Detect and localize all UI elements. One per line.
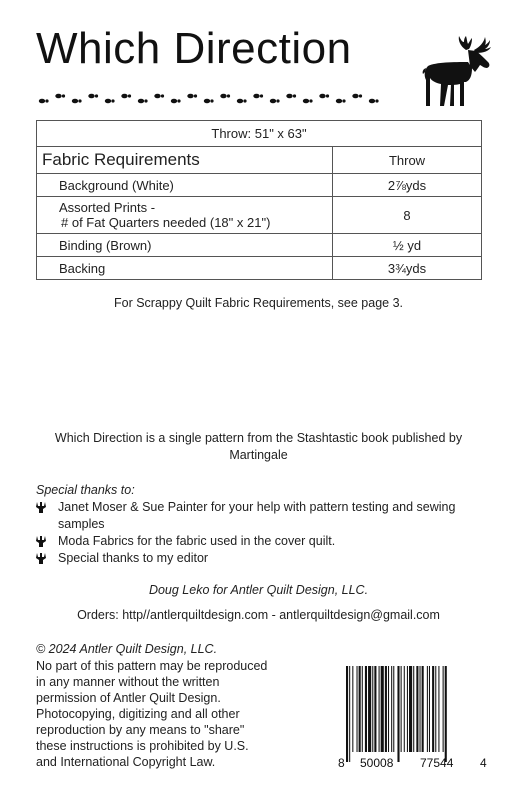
footprint-mark — [210, 99, 213, 102]
about-text: Which Direction is a single pattern from the Stashtastic book published by Martingale — [54, 431, 463, 462]
barcode-bar — [393, 666, 394, 752]
thanks-item: Moda Fabrics for the fabric used in the cover quilt. — [58, 534, 336, 548]
footprint-mark — [62, 94, 65, 97]
barcode-digits-right: 77544 — [420, 756, 454, 770]
thanks-title: Special thanks to: — [36, 483, 135, 497]
footprint-mark — [293, 94, 296, 97]
footprint-mark — [95, 94, 98, 97]
footprint-mark — [375, 99, 378, 102]
footprint-mark — [309, 99, 312, 102]
footprint-mark — [336, 99, 342, 104]
barcode-bar — [381, 666, 384, 752]
table-row — [37, 234, 482, 257]
column-header-throw: Throw — [333, 147, 482, 174]
footprint-mark — [55, 94, 61, 99]
barcode-bar — [435, 666, 436, 752]
barcode-bar — [374, 666, 376, 752]
footprint-mark — [243, 99, 246, 102]
row-item-line2: # of Fat Quarters needed (18" x 21") — [61, 215, 271, 230]
footprint-mark — [352, 94, 358, 99]
row-item: Binding (Brown) — [37, 234, 333, 257]
footprint-mark — [220, 94, 226, 99]
barcode — [338, 666, 488, 776]
barcode-bar — [445, 666, 447, 762]
barcode-bar — [357, 666, 358, 752]
barcode-bar — [388, 666, 389, 752]
row-item — [37, 197, 333, 234]
barcode-bar — [443, 666, 444, 752]
footprint-mark — [88, 94, 94, 99]
barcode-digits — [338, 756, 488, 772]
barcode-digit-first: 8 — [338, 756, 345, 770]
upc-barcode-icon — [338, 666, 488, 762]
row-item: Background (White) — [37, 174, 333, 197]
footprint-mark — [227, 94, 230, 97]
row-qty: 2⅞yds — [333, 174, 482, 197]
footprint-mark — [194, 94, 197, 97]
footprint-mark — [342, 99, 345, 102]
barcode-bar — [397, 666, 399, 762]
barcode-bar — [346, 666, 348, 762]
barcode-bar — [401, 666, 402, 752]
footprint-mark — [276, 99, 279, 102]
list-item — [36, 533, 476, 550]
barcode-bar — [429, 666, 430, 752]
barcode-bar — [432, 666, 434, 752]
fabric-requirements-table — [36, 120, 482, 280]
row-qty: 8 — [333, 197, 482, 234]
barcode-bar — [349, 666, 350, 762]
barcode-bar — [413, 666, 414, 752]
footprint-mark — [121, 94, 127, 99]
footprint-mark — [326, 94, 329, 97]
table-title: Fabric Requirements — [37, 147, 333, 174]
footprint-mark — [144, 99, 147, 102]
barcode-bar — [420, 666, 421, 752]
footprint-mark — [171, 99, 177, 104]
footprint-mark — [270, 99, 276, 104]
thanks-item: Janet Moser & Sue Painter for your help with pattern testing and sewing samples — [58, 500, 456, 531]
footprint-mark — [177, 99, 180, 102]
footprint-mark — [105, 99, 111, 104]
table-row — [37, 174, 482, 197]
thanks-list — [36, 499, 476, 567]
barcode-bar — [385, 666, 387, 752]
table-row — [37, 257, 482, 280]
list-item — [36, 499, 476, 533]
barcode-bar — [404, 666, 405, 752]
barcode-bar — [416, 666, 418, 752]
barcode-bar — [422, 666, 424, 752]
footprint-mark — [237, 99, 243, 104]
footprint-mark — [72, 99, 78, 104]
barcode-bar — [372, 666, 373, 752]
footprint-tracks-icon — [38, 92, 388, 106]
antler-bullet-icon — [36, 553, 46, 564]
list-item — [36, 550, 476, 567]
antler-bullet-icon — [36, 502, 46, 513]
barcode-bar — [427, 666, 428, 752]
row-item-line1: Assorted Prints - — [59, 200, 156, 215]
row-qty: 3¾yds — [333, 257, 482, 280]
footprint-mark — [128, 94, 131, 97]
barcode-digits-left: 50008 — [360, 756, 394, 770]
footprint-mark — [359, 94, 362, 97]
footprint-mark — [78, 99, 81, 102]
barcode-digit-last: 4 — [480, 756, 487, 770]
footprint-mark — [204, 99, 210, 104]
copyright: © 2024 Antler Quilt Design, LLC. — [36, 642, 218, 656]
barcode-bar — [352, 666, 353, 752]
footprint-mark — [319, 94, 325, 99]
footprint-mark — [39, 99, 45, 104]
footprint-mark — [286, 94, 292, 99]
legal-notice: No part of this pattern may be reproduced in any manner without the written permission of Antler Quilt Design. Photocopying, digitizing and all other reproduction by any means to "share" these instructions is prohibited by U.S. and International Copyright Law. — [36, 659, 268, 769]
barcode-bar — [438, 666, 439, 752]
barcode-bar — [407, 666, 408, 752]
barcode-bar — [379, 666, 380, 752]
quilt-size-label: Throw: 51" x 63" — [37, 121, 482, 147]
barcode-bar — [391, 666, 392, 752]
designer-credit: Doug Leko for Antler Quilt Design, LLC. — [148, 583, 369, 597]
scrappy-note: For Scrappy Quilt Fabric Requirements, see page 3. — [113, 296, 404, 310]
moose-silhouette-icon — [414, 36, 492, 108]
barcode-bar — [365, 666, 367, 752]
barcode-bar — [409, 666, 412, 752]
footprint-mark — [161, 94, 164, 97]
footprint-mark — [303, 99, 309, 104]
table-row — [37, 197, 482, 234]
footprint-mark — [45, 99, 48, 102]
footprint-mark — [369, 99, 375, 104]
footprint-mark — [111, 99, 114, 102]
row-qty: ½ yd — [333, 234, 482, 257]
footprint-mark — [154, 94, 160, 99]
footprint-mark — [260, 94, 263, 97]
barcode-bar — [368, 666, 371, 752]
barcode-bar — [362, 666, 363, 752]
footprint-mark — [253, 94, 259, 99]
footprint-mark — [187, 94, 193, 99]
barcode-bar — [359, 666, 361, 752]
thanks-item: Special thanks to my editor — [58, 551, 209, 565]
orders-contact: Orders: http//antlerquiltdesign.com - antlerquiltdesign@gmail.com — [77, 608, 440, 622]
row-item: Backing — [37, 257, 333, 280]
footprint-mark — [138, 99, 144, 104]
antler-bullet-icon — [36, 536, 46, 547]
page-title: Which Direction — [36, 24, 352, 73]
